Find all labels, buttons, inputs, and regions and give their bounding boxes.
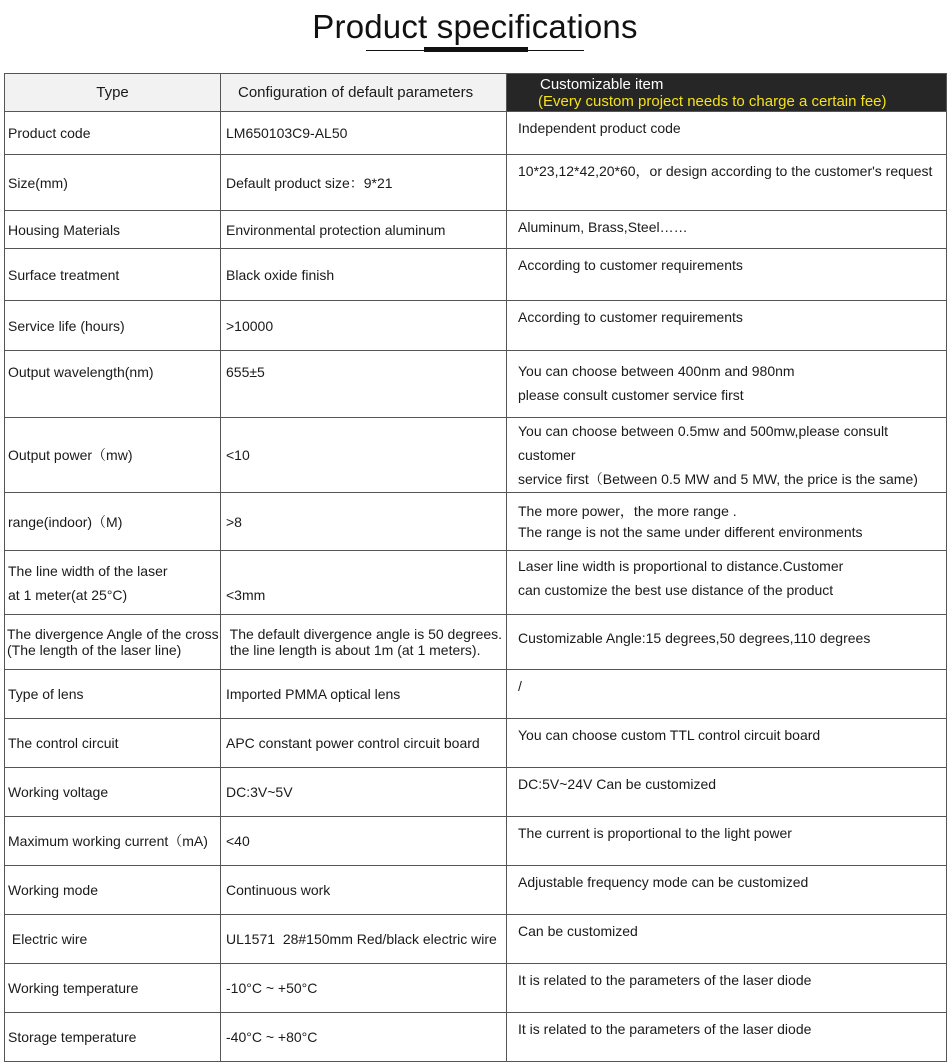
table-row — [5, 551, 947, 615]
cell-default: DC:3V~5V — [221, 768, 507, 817]
table-row — [5, 719, 947, 768]
header-type: Type — [5, 74, 221, 112]
cell-type: The control circuit — [5, 719, 221, 768]
cell-type: Output wavelength(nm) — [5, 351, 221, 418]
cell-custom-line: The range is not the same under different environments — [518, 524, 863, 540]
cell-custom-line: Laser line width is proportional to distance.Customer — [518, 558, 844, 574]
spec-table — [4, 73, 947, 1062]
table-header-row — [5, 74, 947, 112]
cell-default: -40°C ~ +80°C — [221, 1013, 507, 1062]
cell-type: Output power（mw) — [5, 418, 221, 493]
table-row — [5, 301, 947, 351]
cell-type-line: (The length of the laser line) — [7, 642, 182, 658]
table-row — [5, 1013, 947, 1062]
cell-default-line: The default divergence angle is 50 degrees. — [226, 626, 503, 642]
cell-type: Housing Materials — [5, 211, 221, 249]
table-row — [5, 351, 947, 418]
cell-type: Working temperature — [5, 964, 221, 1013]
cell-default: <10 — [221, 418, 507, 493]
table-row — [5, 211, 947, 249]
table-row — [5, 112, 947, 155]
header-default: Configuration of default parameters — [221, 74, 507, 112]
table-row — [5, 418, 947, 493]
cell-default — [221, 615, 507, 670]
cell-default-line: the line length is about 1m (at 1 meters). — [226, 642, 481, 658]
cell-custom — [507, 551, 947, 615]
table-row — [5, 817, 947, 866]
header-custom-label: Customizable item — [540, 75, 664, 93]
cell-custom-line: The more power，the more range . — [518, 503, 737, 519]
cell-custom: / — [507, 670, 947, 719]
table-row — [5, 866, 947, 915]
cell-custom-line: please consult customer service first — [518, 387, 744, 403]
cell-custom — [507, 351, 947, 418]
cell-type-line: at 1 meter(at 25°C) — [8, 586, 128, 603]
cell-type: Service life (hours) — [5, 301, 221, 351]
cell-custom — [507, 493, 947, 551]
cell-type: Size(mm) — [5, 155, 221, 211]
cell-type — [5, 551, 221, 615]
cell-default: APC constant power control circuit board — [221, 719, 507, 768]
title-accent-bar — [424, 47, 528, 52]
title-area — [0, 0, 950, 72]
table-row — [5, 493, 947, 551]
cell-custom: It is related to the parameters of the laser diode — [507, 1013, 947, 1062]
cell-default: >10000 — [221, 301, 507, 351]
cell-type: Type of lens — [5, 670, 221, 719]
table-row — [5, 249, 947, 301]
cell-type: Surface treatment — [5, 249, 221, 301]
cell-custom: According to customer requirements — [507, 301, 947, 351]
cell-custom: Aluminum, Brass,Steel…… — [507, 211, 947, 249]
cell-type: Working mode — [5, 866, 221, 915]
cell-default: Imported PMMA optical lens — [221, 670, 507, 719]
cell-custom: Independent product code — [507, 112, 947, 155]
cell-custom: Customizable Angle:15 degrees,50 degrees,110 degrees — [507, 615, 947, 670]
cell-default: 655±5 — [221, 351, 507, 418]
cell-type: Electric wire — [5, 915, 221, 964]
header-custom-fee-note: (Every custom project needs to charge a certain fee) — [538, 92, 887, 110]
cell-default: <40 — [221, 817, 507, 866]
cell-custom: Adjustable frequency mode can be customized — [507, 866, 947, 915]
table-row — [5, 915, 947, 964]
cell-custom-line: can customize the best use distance of the product — [518, 582, 834, 598]
cell-default: Environmental protection aluminum — [221, 211, 507, 249]
cell-default: <3mm — [221, 551, 507, 615]
cell-custom-line: You can choose between 400nm and 980nm — [518, 363, 795, 379]
table-row — [5, 964, 947, 1013]
table-row — [5, 615, 947, 670]
page-title: Product specifications — [312, 8, 638, 45]
cell-default: LM650103C9-AL50 — [221, 112, 507, 155]
cell-type: range(indoor)（M) — [5, 493, 221, 551]
cell-custom — [507, 418, 947, 493]
cell-default: UL1571 28#150mm Red/black electric wire — [221, 915, 507, 964]
table-row — [5, 155, 947, 211]
cell-custom: It is related to the parameters of the laser diode — [507, 964, 947, 1013]
cell-type-line: The line width of the laser — [8, 562, 168, 579]
cell-type: Storage temperature — [5, 1013, 221, 1062]
cell-type: Working voltage — [5, 768, 221, 817]
cell-custom-line: You can choose between 0.5mw and 500mw,please consult customer — [518, 423, 888, 463]
header-custom — [507, 74, 947, 112]
cell-custom: Can be customized — [507, 915, 947, 964]
table-row — [5, 768, 947, 817]
cell-default: Black oxide finish — [221, 249, 507, 301]
cell-custom: DC:5V~24V Can be customized — [507, 768, 947, 817]
cell-custom-line: service first（Between 0.5 MW and 5 MW, the price is the same) — [518, 471, 918, 487]
cell-default: Continuous work — [221, 866, 507, 915]
cell-type — [5, 615, 221, 670]
cell-default: -10°C ~ +50°C — [221, 964, 507, 1013]
cell-type: Product code — [5, 112, 221, 155]
cell-default: Default product size：9*21 — [221, 155, 507, 211]
table-row — [5, 670, 947, 719]
cell-custom: You can choose custom TTL control circuit board — [507, 719, 947, 768]
cell-type-line: The divergence Angle of the cross — [7, 626, 219, 642]
cell-type: Maximum working current（mA) — [5, 817, 221, 866]
cell-default: >8 — [221, 493, 507, 551]
cell-custom: 10*23,12*42,20*60，or design according to the customer's request — [507, 155, 947, 211]
cell-custom: The current is proportional to the light power — [507, 817, 947, 866]
cell-custom: According to customer requirements — [507, 249, 947, 301]
